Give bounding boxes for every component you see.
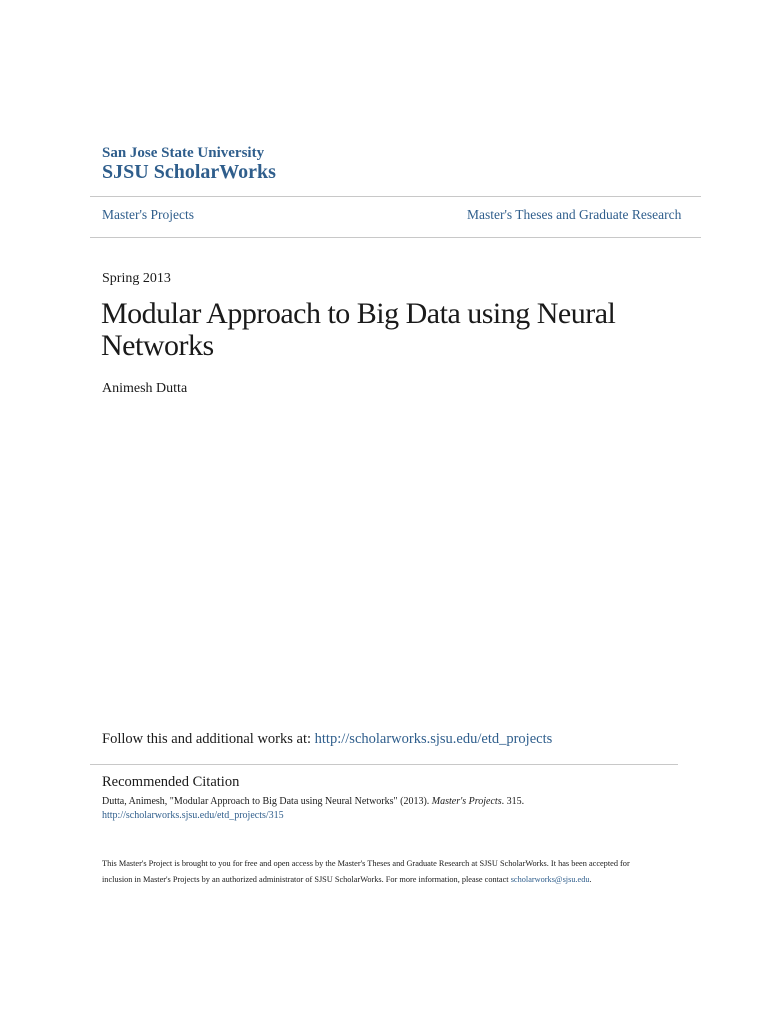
notice-end: . <box>589 875 592 884</box>
notice-text: This Master's Project is brought to you for free and open access by the Master's Theses and Graduate Research at SJSU ScholarWorks. It has been accepted for inclusion in Master's Projects by an authorized administrator of SJSU ScholarWorks. For more information, please contact <box>102 859 630 884</box>
citation-text-start: Dutta, Animesh, "Modular Approach to Big Data using Neural Networks" (2013). <box>102 796 430 807</box>
follow-line <box>102 731 552 748</box>
citation-series: Master's Projects <box>431 796 502 807</box>
author-name: Animesh Dutta <box>102 381 188 396</box>
masters-projects-link[interactable]: Master's Projects <box>102 207 195 222</box>
citation-url-link[interactable]: http://scholarworks.sjsu.edu/etd_projects/315 <box>102 810 284 821</box>
repository-name-link[interactable]: SJSU ScholarWorks <box>102 161 276 183</box>
access-notice <box>102 856 662 888</box>
masters-theses-link[interactable]: Master's Theses and Graduate Research <box>467 207 682 222</box>
citation-heading: Recommended Citation <box>102 774 240 790</box>
follow-label: Follow this and additional works at: <box>102 731 312 747</box>
paper-title: Modular Approach to Big Data using Neural Networks <box>101 297 616 362</box>
publication-date: Spring 2013 <box>102 271 171 286</box>
contact-email-link[interactable]: scholarworks@sjsu.edu <box>510 875 590 884</box>
citation-divider <box>90 764 678 765</box>
top-divider <box>90 196 701 197</box>
university-name: San Jose State University <box>102 145 265 161</box>
follow-url-link[interactable]: http://scholarworks.sjsu.edu/etd_projects <box>314 731 553 747</box>
citation-text <box>102 796 524 807</box>
breadcrumb-divider <box>90 237 701 238</box>
citation-number: . 315. <box>501 796 525 807</box>
